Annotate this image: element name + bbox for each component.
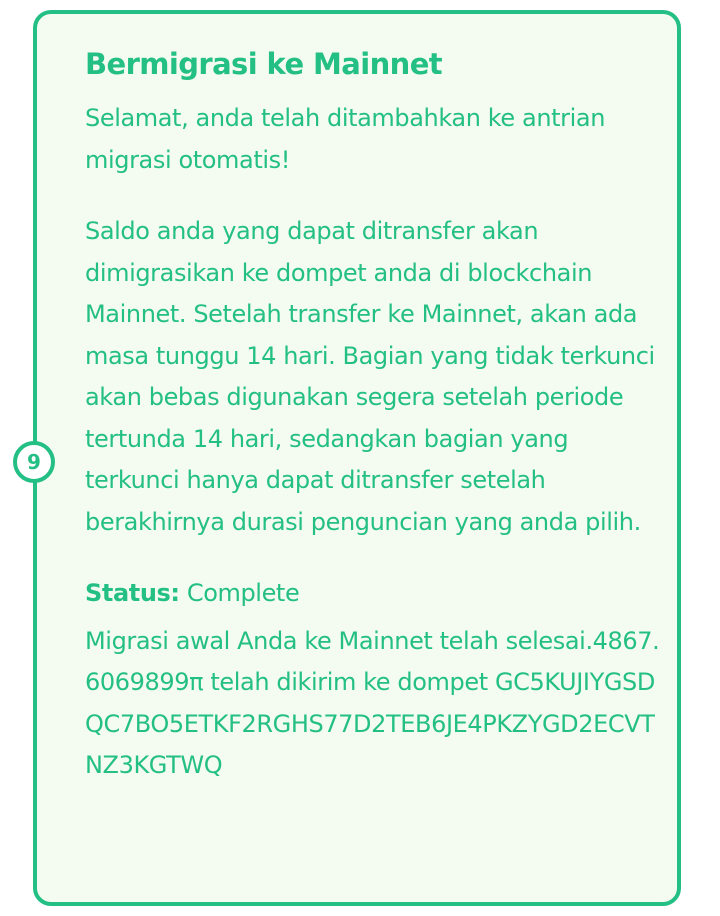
intro-text: Selamat, anda telah ditambahkan ke antrian migrasi otomatis!: [85, 104, 606, 174]
completion-message: Migrasi awal Anda ke Mainnet telah selesai.4867.6069899π telah dikirim ke dompet GC5KUJIYGSDQC7BO5ETKF2RGHS77D2TEB6JE4PKZYGD2ECVTNZ3KGTWQ: [85, 626, 660, 779]
status-value: Complete: [186, 579, 300, 607]
status-line: [85, 573, 660, 615]
status-label: Status:: [85, 579, 180, 607]
migration-description: Saldo anda yang dapat ditransfer akan dimigrasikan ke dompet anda di blockchain Mainnet. Setelah transfer ke Mainnet, akan ada masa tunggu 14 hari. Bagian yang tidak terkunci akan bebas digunakan segera setelah periode tertunda 14 hari, sedangkan bagian yang terkunci hanya dapat ditransfer setelah berakhirnya durasi penguncian yang anda pilih.: [85, 217, 655, 536]
card-title: Bermigrasi ke Mainnet: [85, 47, 443, 81]
card-content: [85, 40, 660, 787]
step-number-badge: 9: [13, 441, 55, 483]
